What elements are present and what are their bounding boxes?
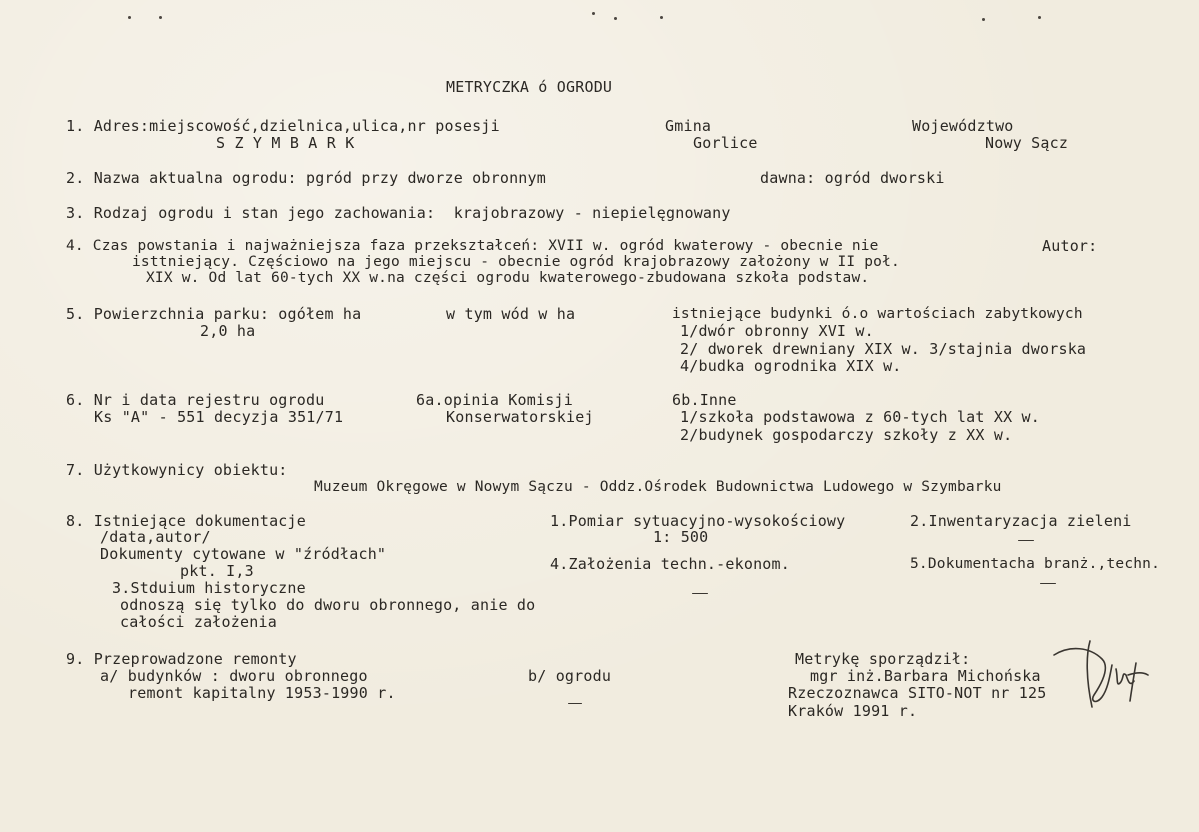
s5-water: w tym wód w ha [446,305,576,323]
s8-scale: 1: 500 [653,528,709,546]
s1-gmina: Gorlice [693,134,758,152]
document-title: METRYCZKA ó OGRODU [446,78,613,96]
s1-woj: Nowy Sącz [985,134,1069,152]
s9-b: b/ ogrodu [528,667,612,685]
s5-buildings-label: istniejące budynki ó.o wartościach zabytkowych [672,306,1083,322]
s9-label: 9. Przeprowadzone remonty [66,650,297,668]
s1-label: 1. Adres:miejscowość,dzielnica,ulica,nr posesji [66,117,500,135]
s6-opinion-2: Konserwatorskiej [446,408,594,426]
s8-line-5: 3.Stduium historyczne [112,579,306,597]
s8-line-7: całości założenia [120,613,277,631]
s1-town: S Z Y M B A R K [216,134,355,152]
s5-building-3: 4/budka ogrodnika XIX w. [680,357,902,375]
s2-label: 2. Nazwa aktualna ogrodu: pgród przy dworze obronnym [66,169,546,187]
s6-other-1: 1/szkoła podstawowa z 60-tych lat XX w. [680,408,1040,426]
s8-line-3: Dokumenty cytowane w "źródłach" [100,545,387,563]
speck [660,16,663,19]
s5-building-2: 2/ dworek drewniany XIX w. 3/stajnia dworska [680,340,1087,358]
s7-value: Muzeum Okręgowe w Nowym Sączu - Oddz.Ośrodek Budownictwa Ludowego w Szymbarku [314,479,1002,495]
dash-mark [1018,540,1034,541]
s4-line3: XIX w. Od lat 60-tych XX w.na części ogrodu kwaterowego-zbudowana szkoła podstaw. [146,270,870,286]
dash-mark [568,703,582,704]
s8-line-6: odnoszą się tylko do dworu obronnego, anie do [120,596,536,614]
speck [159,16,162,19]
s9-a2: remont kapitalny 1953-1990 r. [128,684,396,702]
s4-author: Autor: [1042,237,1098,255]
s8-inwentaryzacja: 2.Inwentaryzacja zieleni [910,512,1132,530]
s8-zalozenia: 4.Założenia techn.-ekonom. [550,555,790,573]
speck [128,16,131,19]
s2-former: dawna: ogród dworski [760,169,945,187]
s6-other-label: 6b.Inne [672,391,737,409]
s1-gmina-label: Gmina [665,117,712,135]
speck [592,12,595,15]
speck [614,17,617,20]
s8-pomiar: 1.Pomiar sytuacyjno-wysokościowy [550,512,846,530]
speck [1038,16,1041,19]
s9-made-by: Metrykę sporządził: [795,650,971,668]
dash-mark [1040,583,1056,584]
s9-place: Kraków 1991 r. [788,702,918,720]
s7-label: 7. Użytkowynicy obiektu: [66,461,288,479]
s9-name: mgr inż.Barbara Michońska [810,667,1041,685]
dash-mark [692,593,708,594]
s6-label: 6. Nr i data rejestru ogrodu [66,391,325,409]
s8-line-4: pkt. I,3 [180,562,254,580]
s8-line-2: /data,autor/ [100,528,211,546]
s1-woj-label: Województwo [912,117,1014,135]
s8-dokumentacja: 5.Dokumentacha branż.,techn. [910,556,1161,572]
s9-role: Rzeczoznawca SITO-NOT nr 125 [788,684,1047,702]
s9-a: a/ budynków : dworu obronnego [100,667,368,685]
s4-line1: 4. Czas powstania i najważniejsza faza przekształceń: XVII w. ogród kwaterowy - obecnie nie [66,238,879,254]
s4-line2: isttniejący. Częściowo na jego miejscu - obecnie ogród krajobrazowy założony w II poł. [132,254,900,270]
s5-label: 5. Powierzchnia parku: ogółem ha [66,305,362,323]
s8-label: 8. Istniejące dokumentacje [66,512,306,530]
signature [1050,635,1160,715]
s6-other-2: 2/budynek gospodarczy szkoły z XX w. [680,426,1013,444]
s6-opinion-1: 6a.opinia Komisji [416,391,573,409]
s6-register: Ks "A" - 551 decyzja 351/71 [94,408,344,426]
s5-area: 2,0 ha [200,322,256,340]
s3-label: 3. Rodzaj ogrodu i stan jego zachowania: krajobrazowy - niepielęgnowany [66,204,731,222]
s5-building-1: 1/dwór obronny XVI w. [680,322,874,340]
speck [982,18,985,21]
